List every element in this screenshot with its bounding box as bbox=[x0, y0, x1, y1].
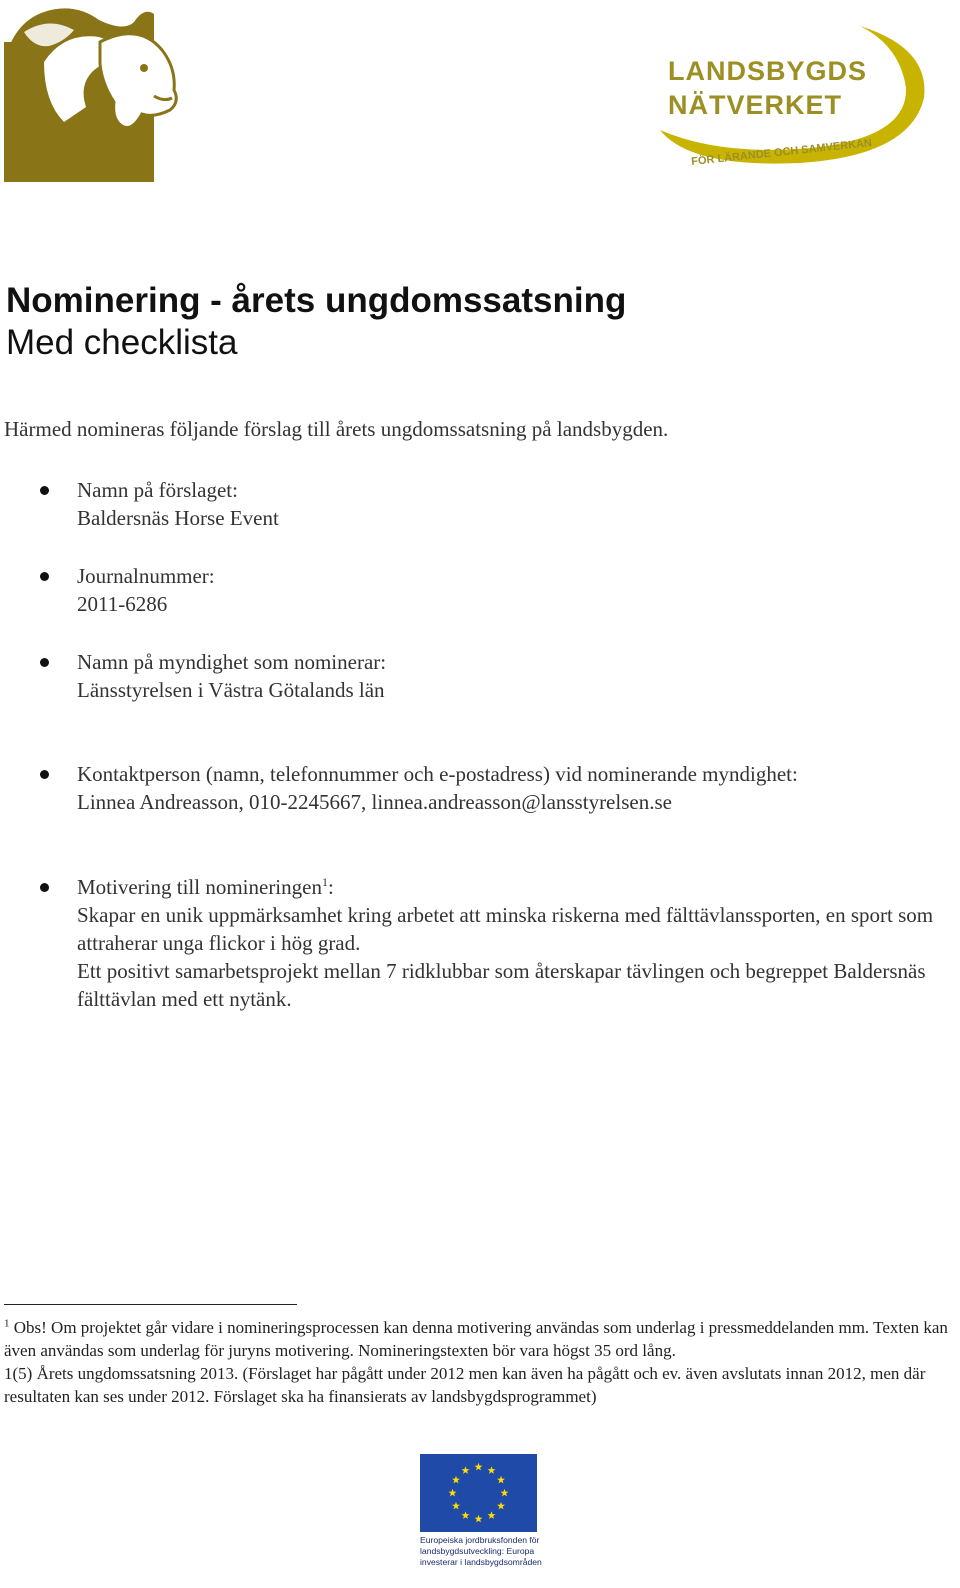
eu-caption bbox=[420, 1535, 550, 1568]
footnote-body: Obs! Om projektet går vidare i nomineringsprocessen kan denna motivering användas som underlag i pressmeddelanden mm. Texten kan även användas som underlag för juryns motivering. Nomineringstexten bör vara högst 35 ord lång. bbox=[4, 1318, 948, 1360]
footnote bbox=[4, 1316, 949, 1408]
list-item-motivation bbox=[40, 873, 940, 1013]
list-item-authority bbox=[40, 648, 940, 704]
item-label: Kontaktperson (namn, telefonnummer och e-postadress) vid nominerande myndighet: bbox=[77, 762, 798, 786]
bullet-icon bbox=[40, 562, 50, 590]
motivation-label: Motivering till nomineringen bbox=[77, 875, 322, 899]
eu-logo bbox=[420, 1454, 542, 1584]
bullet-icon bbox=[40, 648, 50, 676]
footnote-text bbox=[4, 1316, 949, 1362]
item-label: Namn på myndighet som nominerar: bbox=[77, 650, 387, 674]
footnote-ref: 1 bbox=[321, 875, 328, 889]
item-label: Namn på förslaget: bbox=[77, 478, 238, 502]
list-item-contact-person bbox=[40, 760, 940, 816]
item-label: Journalnummer: bbox=[77, 564, 215, 588]
item-value: Baldersnäs Horse Event bbox=[77, 506, 279, 530]
title-line2: Med checklista bbox=[6, 323, 238, 362]
list-item-proposal-name bbox=[40, 476, 940, 532]
footnote-number: 1 bbox=[4, 1317, 10, 1330]
page-title bbox=[6, 280, 626, 364]
item-value: Linnea Andreasson, 010-2245667, linnea.andreasson@lansstyrelsen.se bbox=[77, 790, 672, 814]
label-suffix: : bbox=[327, 875, 334, 899]
footnote-divider bbox=[4, 1304, 297, 1305]
item-value: Länsstyrelsen i Västra Götalands län bbox=[77, 678, 385, 702]
list-item-journal-number bbox=[40, 562, 940, 618]
intro-text: Härmed nomineras följande förslag till årets ungdomssatsning på landsbygden. bbox=[4, 417, 669, 441]
item-value: Skapar en unik uppmärksamhet kring arbetet att minska riskerna med fälttävlanssporten, en sport som attraherar unga flickor i hög grad. bbox=[77, 903, 934, 955]
logo-text-line1: LANDSBYGDS bbox=[668, 56, 868, 86]
eu-flag-icon bbox=[420, 1454, 537, 1532]
footnote-text-2: 1(5) Årets ungdomssatsning 2013. (Förslaget har pågått under 2012 men kan även ha pågått och ev. även avslutats innan 2012, men där resultaten kan ses under 2012. Förslaget ska ha finansierats av landsbygdsprogrammet) bbox=[4, 1364, 926, 1406]
logo-text-line2: NÄTVERKET bbox=[668, 90, 843, 120]
eu-caption-line2: landsbygdsutveckling: Europa bbox=[420, 1546, 535, 1556]
item-value: 2011-6286 bbox=[77, 592, 168, 616]
bullet-icon bbox=[40, 760, 50, 788]
logo-tagline: FÖR LÄRANDE OCH SAMVERKAN bbox=[690, 137, 873, 168]
ram-head-logo-icon bbox=[4, 2, 180, 182]
title-line1: Nominering - årets ungdomssatsning bbox=[6, 281, 627, 320]
bullet-icon bbox=[40, 476, 50, 504]
eu-caption-line3: investerar i landsbygdsområden bbox=[420, 1557, 542, 1567]
item-label bbox=[77, 873, 940, 901]
item-value-2: Ett positivt samarbetsprojekt mellan 7 ridklubbar som återskapar tävlingen och begreppet Baldersnäs fälttävlan med ett nytänk. bbox=[77, 959, 926, 1011]
landsbygdsnatverket-logo bbox=[660, 18, 932, 188]
eu-caption-line1: Europeiska jordbruksfonden för bbox=[420, 1535, 540, 1545]
bullet-icon bbox=[40, 873, 50, 901]
